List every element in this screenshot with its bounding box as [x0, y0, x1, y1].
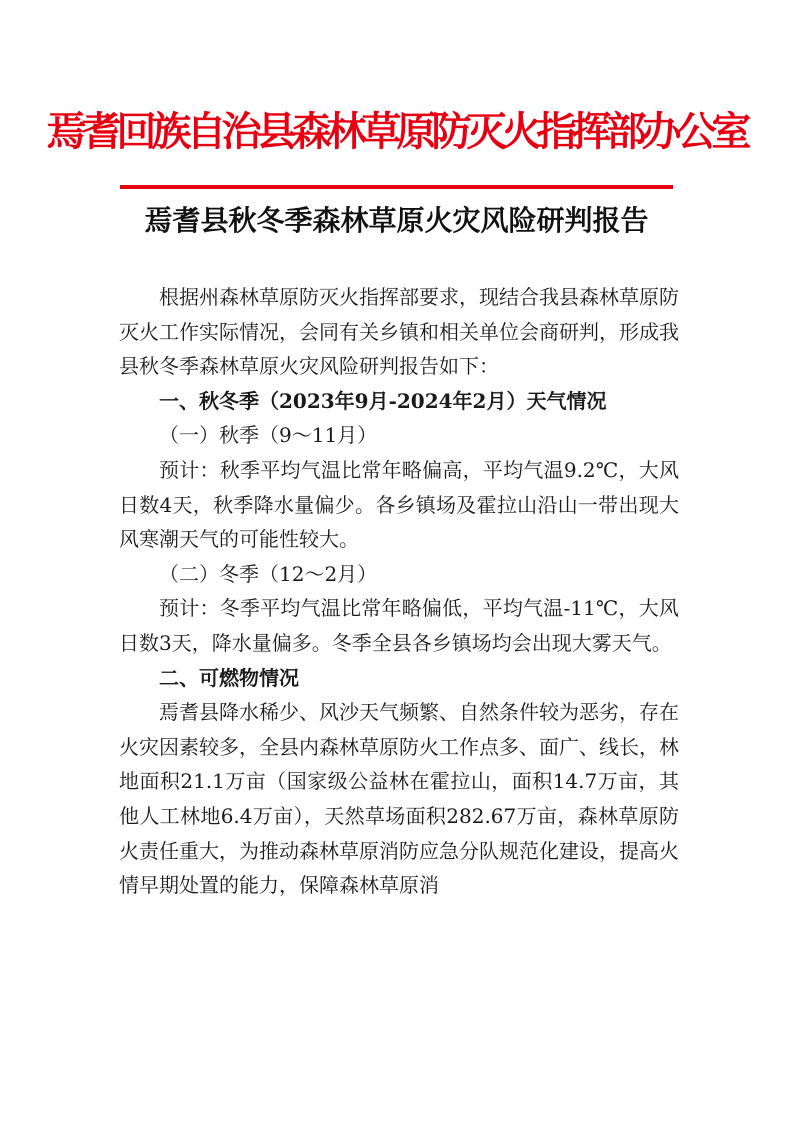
red-header-rule — [120, 185, 673, 189]
issuing-office-header: 焉耆回族自治县森林草原防灭火指挥部办公室 — [46, 108, 747, 155]
autumn-subheading: （一）秋季（9～11月） — [159, 423, 378, 448]
fuel-situation-paragraph: 焉耆县降水稀少、风沙天气频繁、自然条件较为恶劣，存在火灾因素较多，全县内森林草原防火工作点多、面广、线长，林地面积21.1万亩（国家级公益林在霍拉山，面积14.7万亩，其他人工林地6.4万亩），天然草场面积282.67万亩，森林草原防火责任重大，为推动森林草原消防应急分队规范化建设，提高火情早期处置的能力，保障森林草原消 — [119, 700, 679, 898]
document-body — [119, 280, 679, 903]
document-title: 焉耆县秋冬季森林草原火灾风险研判报告 — [144, 204, 649, 237]
autumn-forecast-paragraph: 预计：秋季平均气温比常年略偏高，平均气温9.2℃，大风日数4天，秋季降水量偏少。各乡镇场及霍拉山沿山一带出现大风寒潮天气的可能性较大。 — [119, 457, 679, 552]
section-2-heading: 二、可燃物情况 — [159, 665, 299, 690]
winter-forecast-paragraph: 预计：冬季平均气温比常年略偏低，平均气温-11℃，大风日数3天，降水量偏多。冬季全县各乡镇场均会出现大雾天气。 — [119, 596, 679, 655]
section-1-heading: 一、秋冬季（2023年9月-2024年2月）天气情况 — [159, 388, 607, 413]
winter-subheading: （二）冬季（12～2月） — [159, 561, 378, 586]
intro-paragraph: 根据州森林草原防灭火指挥部要求，现结合我县森林草原防灭火工作实际情况，会同有关乡镇和相关单位会商研判，形成我县秋冬季森林草原火灾风险研判报告如下： — [119, 285, 679, 379]
